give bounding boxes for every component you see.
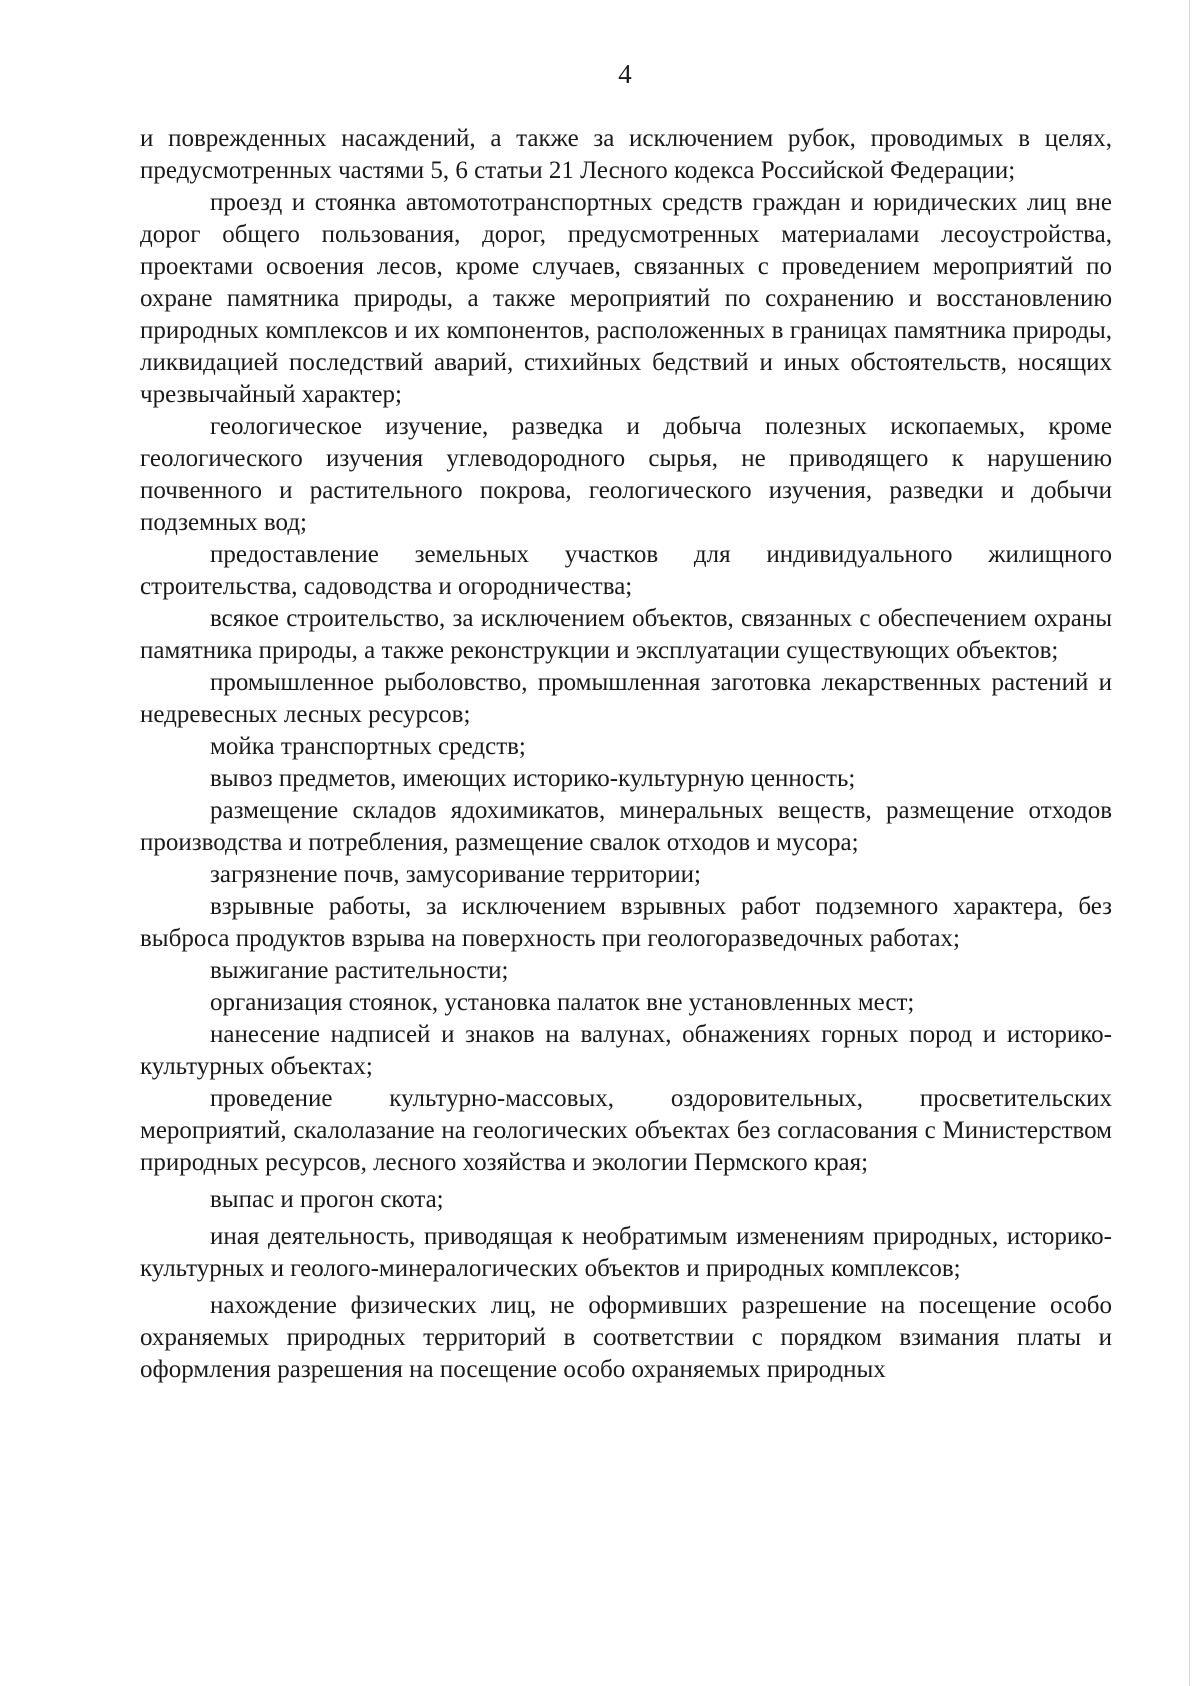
- paragraph: иная деятельность, приводящая к необратимым изменениям природных, историко-культурных и геолого-минералогических объектов и природных комплексов;: [140, 1223, 1112, 1282]
- paragraph: выжигание растительности;: [210, 957, 509, 984]
- paragraph: взрывные работы, за исключением взрывных работ подземного характера, без выброса продуктов взрыва на поверхность при геологоразведочных работах;: [140, 893, 1112, 952]
- paragraph: промышленное рыболовство, промышленная заготовка лекарственных растений и недревесных лесных ресурсов;: [140, 669, 1112, 728]
- paragraph: проведение культурно-массовых, оздоровительных, просветительских мероприятий, скалолазание на геологических объектах без согласования с Министерством природных ресурсов, лесного хозяйства и экологии Пермского края;: [140, 1085, 1112, 1176]
- paragraph: всякое строительство, за исключением объектов, связанных с обеспечением охраны памятника природы, а также реконструкции и эксплуатации существующих объектов;: [140, 605, 1112, 664]
- paragraph: нахождение физических лиц, не оформивших разрешение на посещение особо охраняемых природных территорий в соответствии с порядком взимания платы и оформления разрешения на посещение особо охраняемых природных: [140, 1292, 1112, 1383]
- paragraph: мойка транспортных средств;: [210, 733, 526, 760]
- scan-edge-line: [1189, 0, 1190, 1686]
- page-number: 4: [618, 59, 632, 89]
- paragraph: проезд и стоянка автомототранспортных средств граждан и юридических лиц вне дорог общего пользования, дорог, предусмотренных материалами лесоустройства, проектами освоения лесов, кроме случаев, связанных с проведением мероприятий по охране памятника природы, а также мероприятий по сохранению и восстановлению природных комплексов и их компонентов, расположенных в границах памятника природы, ликвидацией последствий аварий, стихийных бедствий и иных обстоятельств, носящих чрезвычайный характер;: [140, 189, 1112, 408]
- paragraph: выпас и прогон скота;: [210, 1186, 444, 1213]
- paragraph: организация стоянок, установка палаток вне установленных мест;: [210, 989, 915, 1016]
- paragraph: размещение складов ядохимикатов, минеральных веществ, размещение отходов производства и потребления, размещение свалок отходов и мусора;: [140, 797, 1112, 856]
- paragraph: и поврежденных насаждений, а также за исключением рубок, проводимых в целях, предусмотренных частями 5, 6 статьи 21 Лесного кодекса Российской Федерации;: [140, 125, 1112, 184]
- paragraph: вывоз предметов, имеющих историко-культурную ценность;: [210, 765, 856, 792]
- paragraph: геологическое изучение, разведка и добыча полезных ископаемых, кроме геологического изучения углеводородного сырья, не приводящего к нарушению почвенного и растительного покрова, геологического изучения, разведки и добычи подземных вод;: [140, 413, 1112, 536]
- paragraph: нанесение надписей и знаков на валунах, обнажениях горных пород и историко-культурных объектах;: [140, 1021, 1112, 1080]
- paragraph: предоставление земельных участков для индивидуального жилищного строительства, садоводства и огородничества;: [140, 541, 1112, 600]
- paragraph: загрязнение почв, замусоривание территории;: [210, 861, 701, 888]
- document-body: [140, 123, 1112, 1386]
